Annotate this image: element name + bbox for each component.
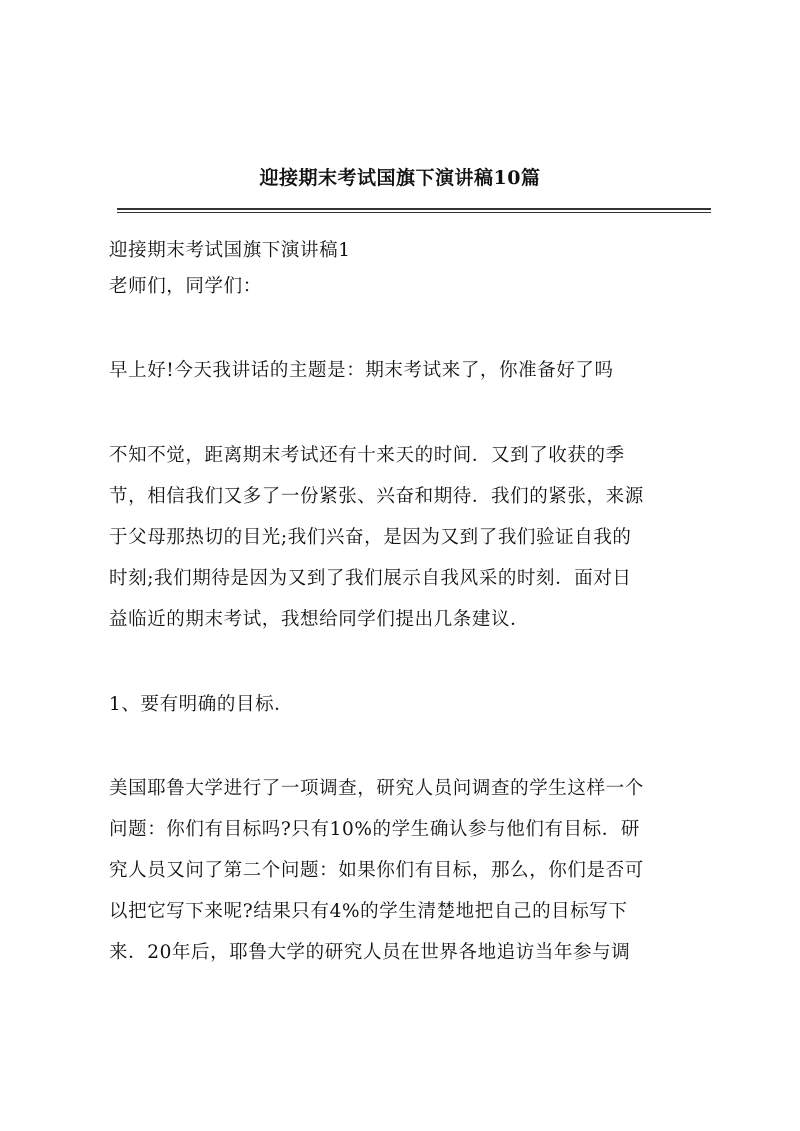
paragraph-line: 美国耶鲁大学进行了一项调查，研究人员问调查的学生这样一个 [109,778,644,799]
paragraph-line: 究人员又问了第二个问题：如果你们有目标，那么，你们是否可 [109,860,644,881]
paragraph-greeting: 早上好!今天我讲话的主题是：期末考试来了，你准备好了吗 [109,360,614,381]
paragraph-line: 益临近的期末考试，我想给同学们提出几条建议． [109,609,530,630]
paragraph-line: 于父母那热切的目光;我们兴奋，是因为又到了我们验证自我的 [109,527,632,548]
paragraph-line: 问题：你们有目标吗?只有10%的学生确认参与他们有目标．研 [109,819,640,840]
point-heading: 1、要有明确的目标． [109,694,294,715]
paragraph-line: 以把它写下来呢?结果只有4%的学生清楚地把自己的目标写下 [109,901,628,922]
salutation: 老师们，同学们： [109,276,262,297]
paragraph-line: 不知不觉，距离期末考试还有十来天的时间．又到了收获的季 [109,445,625,466]
title-divider [117,208,711,213]
paragraph-line: 节，相信我们又多了一份紧张、兴奋和期待．我们的紧张，来源 [109,486,644,507]
section-heading: 迎接期末考试国旗下演讲稿1 [109,240,351,261]
document-title: 迎接期末考试国旗下演讲稿10篇 [259,167,541,189]
paragraph-line: 来．20年后，耶鲁大学的研究人员在世界各地追访当年参与调 [109,942,631,963]
paragraph-line: 时刻;我们期待是因为又到了我们展示自我风采的时刻．面对日 [109,568,632,589]
